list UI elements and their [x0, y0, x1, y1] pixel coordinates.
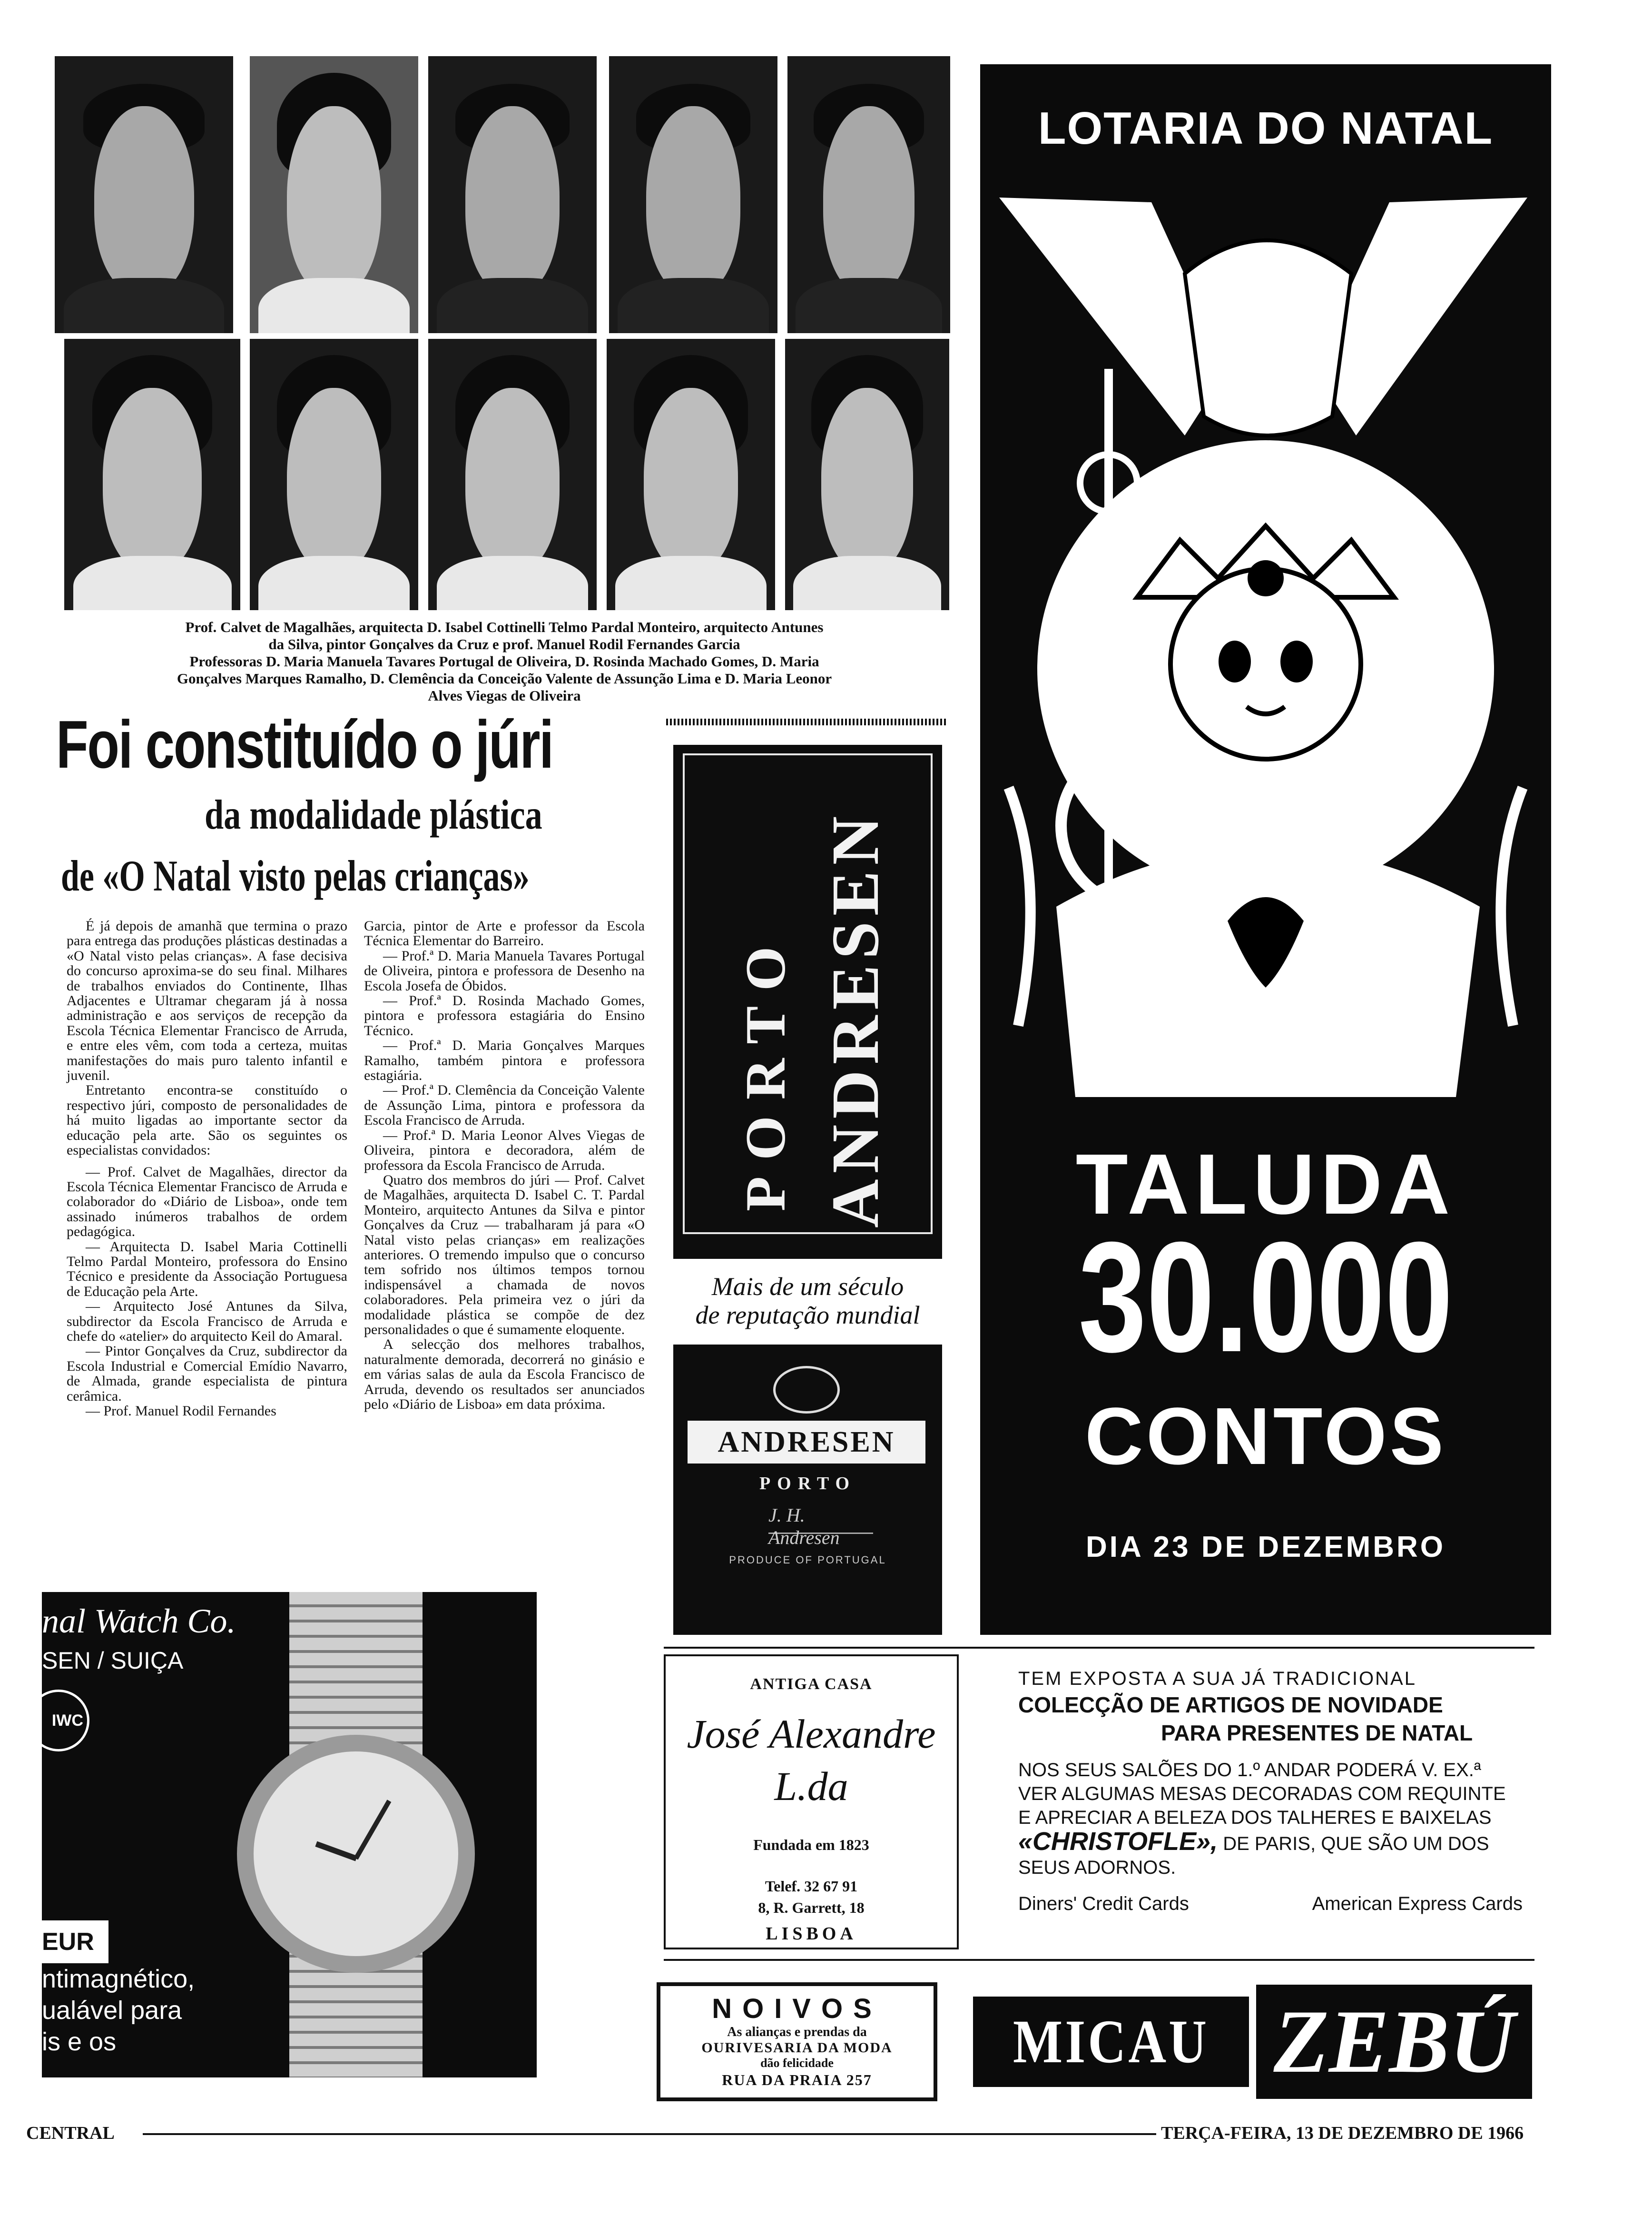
- lotaria-ad: [980, 64, 1551, 1635]
- jose-line-christofle: [1018, 1827, 1523, 1856]
- jose-address: 8, R. Garrett, 18: [758, 1899, 865, 1916]
- caption-line: Professoras D. Maria Manuela Tavares Portugal de Oliveira, D. Rosinda Machado Gomes, D. Maria: [189, 653, 819, 670]
- noivos-ad: [657, 1982, 937, 2101]
- watch-feature: ualável para: [42, 1996, 182, 2025]
- watch-feature: is e os: [42, 2027, 117, 2056]
- portrait-photo: [609, 56, 777, 333]
- noivos-line: dão felicidade: [760, 2056, 834, 2070]
- footer-right: TERÇA-FEIRA, 13 DE DEZEMBRO DE 1966: [1161, 2123, 1524, 2143]
- article-paragraph: — Pintor Gonçalves da Cruz, subdirector da Escola Industrial e Comercial Emídio Navarro, de Almada, grande especialista de pintura cerâmica.: [67, 1343, 347, 1404]
- caption-line: da Silva, pintor Gonçalves da Cruz e prof. Manuel Rodil Fernandes Garcia: [268, 636, 740, 653]
- watch-ad: [42, 1592, 537, 2077]
- lotaria-prize-label: TALUDA: [1075, 1137, 1456, 1232]
- watch-tag-box: [42, 1920, 108, 1963]
- portrait-photo: [785, 339, 949, 610]
- andresen-frame: [683, 753, 933, 1234]
- jose-line: TEM EXPOSTA A SUA JÁ TRADICIONAL: [1018, 1668, 1416, 1689]
- portrait-photo: [787, 56, 950, 333]
- andresen-signature: J. H. Andresen: [768, 1504, 873, 1534]
- jose-line: NOS SEUS SALÕES DO 1.º ANDAR PODERÁ V. EX.ª: [1018, 1760, 1481, 1780]
- andresen-ad: [673, 745, 942, 1635]
- jose-logo-box: [664, 1654, 959, 1949]
- article-paragraph: — Prof. Calvet de Magalhães, director da Escola Técnica Elementar Francisco de Arruda e colaborador do «Diário de Lisboa», onde tem assinado inúmeros trabalhos de ordem pedagógica.: [67, 1164, 347, 1240]
- jose-line: COLECÇÃO DE ARTIGOS DE NOVIDADE: [1018, 1692, 1443, 1717]
- andresen-label-produce: PRODUCE OF PORTUGAL: [729, 1554, 886, 1566]
- noivos-line: RUA DA PRAIA 257: [722, 2071, 872, 2088]
- micau-ad: [973, 1997, 1249, 2087]
- lotaria-prize-unit: CONTOS: [1084, 1391, 1447, 1482]
- footer-rule: [143, 2133, 1156, 2135]
- jose-christofle: «CHRISTOFLE»,: [1018, 1827, 1218, 1856]
- watch-origin: SEN / SUIÇA: [42, 1647, 184, 1674]
- iwc-logo-text: IWC: [51, 1711, 83, 1730]
- photo-caption: [76, 619, 933, 704]
- article-column-1: [67, 919, 347, 1418]
- article-paragraph: — Prof.ª D. Maria Manuela Tavares Portugal de Oliveira, pintora e professora de Desenho na Escola Josefa de Óbidos.: [364, 948, 645, 994]
- column-separator: [666, 719, 947, 725]
- article-paragraph: — Arquitecta D. Isabel Maria Cottinelli Telmo Pardal Monteiro, professora do Ensino Técnico e presidente da Associação Portuguesa de Educação pela Arte.: [67, 1238, 347, 1299]
- jose-alexandre-ad: [664, 1647, 1534, 1961]
- jose-founded: Fundada em 1823: [753, 1836, 869, 1853]
- portrait-photo: [428, 339, 597, 610]
- lotaria-date: DIA 23 DE DEZEMBRO: [1085, 1531, 1446, 1563]
- article-paragraph: Quatro dos membros do júri — Prof. Calvet de Magalhães, arquitecta D. Isabel C. T. Pardal Monteiro, arquitecto Antunes da Silva e pintor Gonçalves da Cruz — trabalharam já para «O Natal visto pelas crianças» em realizações anteriores. O tremendo impulso que o concurso tem sofrido nos últimos tempos tornou indispensável a chamada de novos colaboradores. Pela primeira vez o júri da modalidade plástica se compõe de dez personalidades o que é sumamente eloquente.: [364, 1172, 645, 1337]
- zebu-logo: ZEBÚ: [1273, 1992, 1515, 2092]
- andresen-slogan-box: [673, 1259, 942, 1345]
- andresen-slogan: de reputação mundial: [695, 1301, 920, 1329]
- article-paragraph: — Prof.ª D. Maria Leonor Alves Viegas de Oliveira, pintora e decoradora, além de professora da Escola Francisco de Arruda.: [364, 1127, 645, 1173]
- watch-brand-script: nal Watch Co.: [42, 1602, 236, 1640]
- jose-line: E APRECIAR A BELEZA DOS TALHERES E BAIXELAS: [1018, 1807, 1492, 1828]
- portrait-photo: [64, 339, 240, 610]
- andresen-slogan: Mais de um século: [711, 1272, 904, 1301]
- lotaria-illustration: [980, 169, 1551, 1130]
- portrait-photo: [55, 56, 233, 333]
- andresen-vertical-name: ANDRESEN: [817, 810, 893, 1228]
- jose-copy: [1018, 1667, 1523, 1916]
- footer-left: CENTRAL: [26, 2123, 115, 2143]
- watch-feature: ntimagnético,: [42, 1965, 195, 1993]
- jose-phone: Telef. 32 67 91: [765, 1878, 858, 1895]
- jose-card: American Express Cards: [1312, 1893, 1523, 1914]
- article-paragraph: A selecção dos melhores trabalhos, naturalmente demorada, decorrerá no ginásio e em várias salas de aula da Escola Francisco de Arruda, devendo os resultados ser anunciados pelo «Diário de Lisboa» em data próxima.: [364, 1336, 645, 1412]
- caption-line: Prof. Calvet de Magalhães, arquitecta D. Isabel Cottinelli Telmo Pardal Monteiro, arquitecto Antunes: [185, 619, 824, 635]
- noivos-title: NOIVOS: [712, 1993, 882, 2024]
- article-column-2: [364, 919, 645, 1412]
- article-paragraph: — Arquitecto José Antunes da Silva, subdirector da Escola Francisco de Arruda e chefe do «atelier» do arquitecto Keil do Amaral.: [67, 1298, 347, 1344]
- portrait-photo: [428, 56, 597, 333]
- caption-line: Gonçalves Marques Ramalho, D. Clemência da Conceição Valente de Assunção Lima e D. Maria Leonor: [177, 670, 832, 687]
- jose-name: José Alexandre L.da: [687, 1711, 936, 1809]
- article-paragraph: — Prof. Manuel Rodil Fernandes: [86, 1403, 276, 1419]
- headline-main: Foi constituído o júri: [56, 707, 553, 782]
- jose-city: LISBOA: [766, 1924, 857, 1944]
- andresen-vertical-porto: PORTO: [734, 930, 797, 1211]
- andresen-label-brand: ANDRESEN: [688, 1421, 925, 1464]
- jose-card: Diners' Credit Cards: [1018, 1893, 1189, 1914]
- portrait-photo: [250, 56, 418, 333]
- article-paragraph: — Prof.ª D. Rosinda Machado Gomes, pintora e professora estagiária do Ensino Técnico.: [364, 993, 645, 1038]
- article-paragraph: — Prof.ª D. Maria Gonçalves Marques Ramalho, também pintora e professora estagiária.: [364, 1038, 645, 1084]
- article-paragraph: Entretanto encontra-se constituído o respectivo júri, composto de personalidades de há muito ligadas ao importante sector da educação pela arte. São os seguintes os especialistas convidados:: [67, 1082, 347, 1158]
- zebu-ad: [1256, 1985, 1532, 2099]
- lotaria-prize-amount: 30.000: [1078, 1209, 1453, 1385]
- portrait-photo: [607, 339, 775, 610]
- andresen-label-city: PORTO: [759, 1474, 856, 1493]
- iwc-logo: [42, 1690, 89, 1751]
- article-paragraph: Garcia, pintor de Arte e professor da Escola Técnica Elementar do Barreiro.: [364, 918, 645, 949]
- watch-tag: EUR: [42, 1928, 94, 1956]
- portrait-photo: [250, 339, 418, 610]
- micau-logo: MICAU: [1013, 2008, 1210, 2076]
- jose-line: DE PARIS, QUE SÃO UM DOS: [1223, 1833, 1489, 1854]
- jose-cards: [1018, 1892, 1523, 1916]
- headline-sub: de «O Natal visto pelas crianças»: [61, 851, 530, 900]
- headline-sub: da modalidade plástica: [205, 792, 542, 838]
- andresen-crest-icon: [773, 1366, 840, 1414]
- lotaria-title: LOTARIA DO NATAL: [1038, 103, 1494, 154]
- article-paragraph: É já depois de amanhã que termina o prazo para entrega das produções plásticas destinadas a «O Natal visto pelas crianças». A fase decisiva do concurso aproxima-se do seu final. Milhares de trabalhos enviados do Continente, Ilhas Adjacentes e Ultramar chegaram já à nossa administração e aos serviços de recepção da Escola Técnica Elementar Francisco de Arruda, e entre eles vêm, com toda a certeza, muitas manifestações do mais puro talento infantil e juvenil.: [67, 918, 347, 1084]
- jose-antiga: ANTIGA CASA: [750, 1675, 873, 1693]
- jose-line: VER ALGUMAS MESAS DECORADAS COM REQUINTE: [1018, 1783, 1506, 1804]
- jose-line: SEUS ADORNOS.: [1018, 1857, 1176, 1878]
- jose-line: PARA PRESENTES DE NATAL: [1161, 1721, 1473, 1745]
- watch-feature-list: [42, 1963, 195, 2057]
- caption-line: Alves Viegas de Oliveira: [428, 687, 581, 704]
- noivos-line: OURIVESARIA DA MODA: [701, 2040, 893, 2056]
- noivos-line: As alianças e prendas da: [727, 2025, 867, 2039]
- article-paragraph: — Prof.ª D. Clemência da Conceição Valente de Assunção Lima, pintora e professora da Escola Francisco de Arruda.: [364, 1082, 645, 1128]
